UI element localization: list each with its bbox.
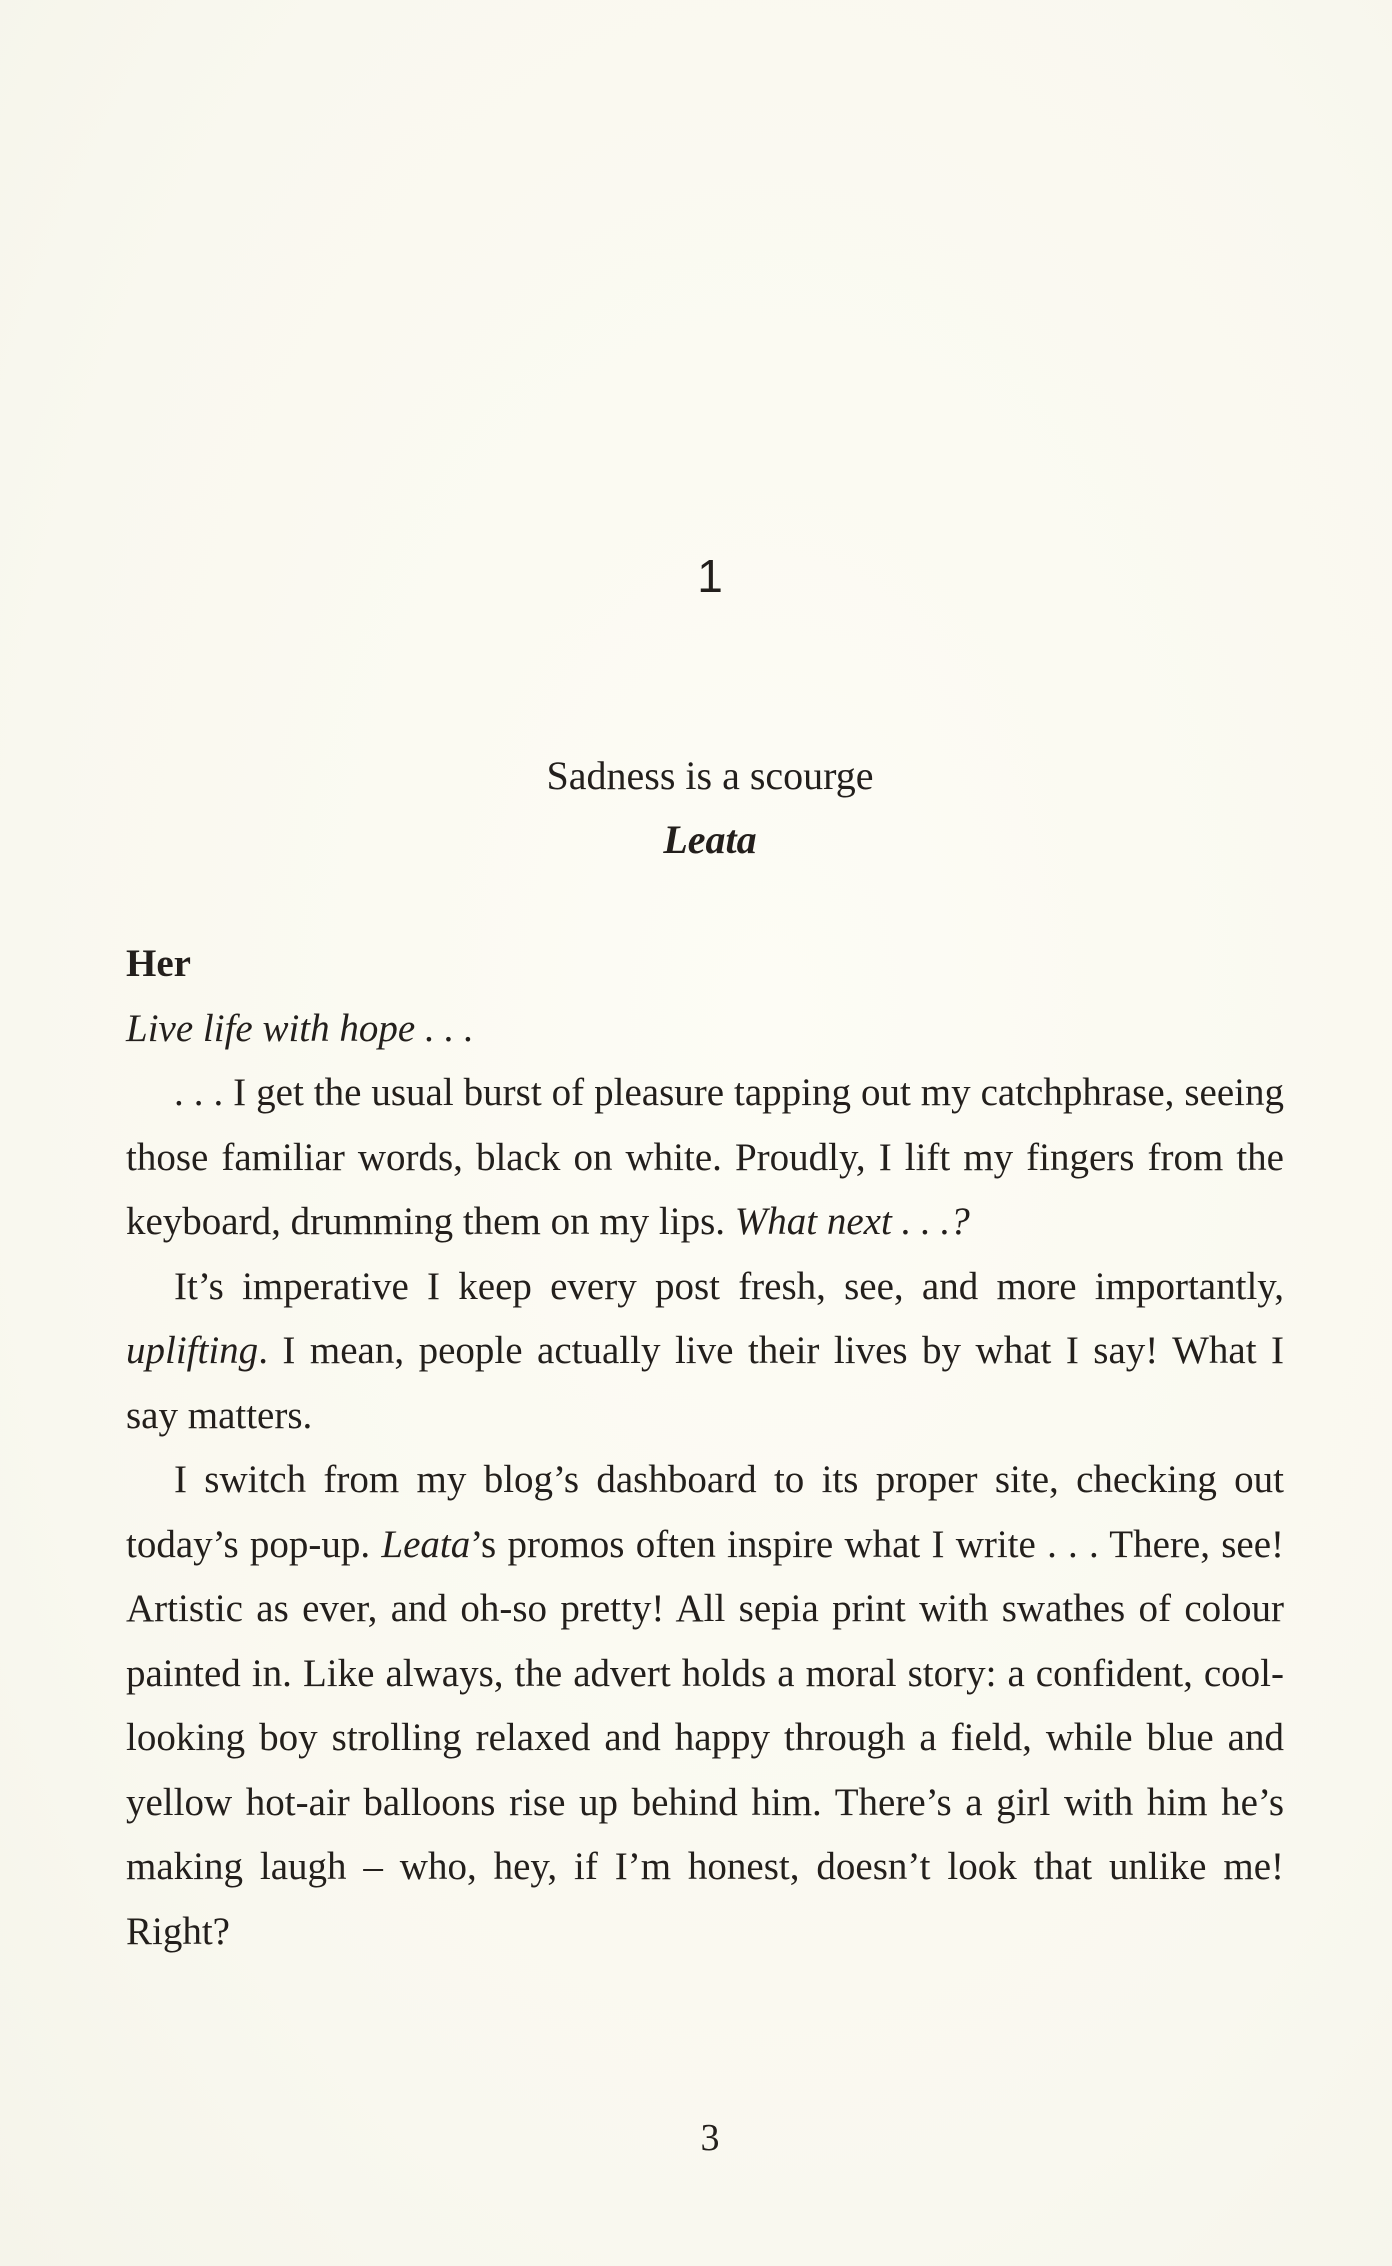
chapter-number: 1 [697,550,723,602]
paragraph-2-text-start: It’s imperative I keep every post fresh, see, and more importantly, [174,1264,1284,1308]
body-text [126,932,1284,1964]
paragraph-2 [126,1255,1284,1449]
page-number: 3 [700,2117,720,2159]
paragraph-1-text: . . . I get the usual burst of pleasure tapping out my catchphrase, seeing those familiar words, black on white. Proudly, I lift my fingers from the keyboard, drumming them on my lips. [126,1071,1284,1243]
paragraph-3-emphasis: Leata [381,1522,471,1566]
section-heading: Her [126,942,191,985]
paragraph-1-emphasis: What next . . .? [734,1200,970,1243]
epigraph: Live life with hope . . . [126,1006,474,1050]
paragraph-1 [126,1061,1284,1255]
paragraph-3-text-end: ’s promos often inspire what I write . . . There, see! Artistic as ever, and oh-so pretty! All sepia print with swathes of colour painted in. Like always, the advert holds a moral story: a confident, cool-looking boy strolling relaxed and happy through a field, while blue and yellow hot-air balloons rise up behind him. There’s a girl with him he’s making laugh – who, hey, if I’m honest, doesn’t look that unlike me! Right? [126,1522,1285,1953]
chapter-subtitle: Leata [663,817,757,862]
paragraph-3-text-start: I switch from my blog’s dashboard to its proper site, checking out today’s pop-up. [126,1458,1284,1566]
paragraph-2-emphasis: uplifting [126,1329,259,1372]
paragraph-3 [126,1448,1284,1964]
paragraph-2-text-end: . I mean, people actually live their lives by what I say! What I say matters. [126,1329,1284,1437]
chapter-title: Sadness is a scourge [546,753,874,798]
